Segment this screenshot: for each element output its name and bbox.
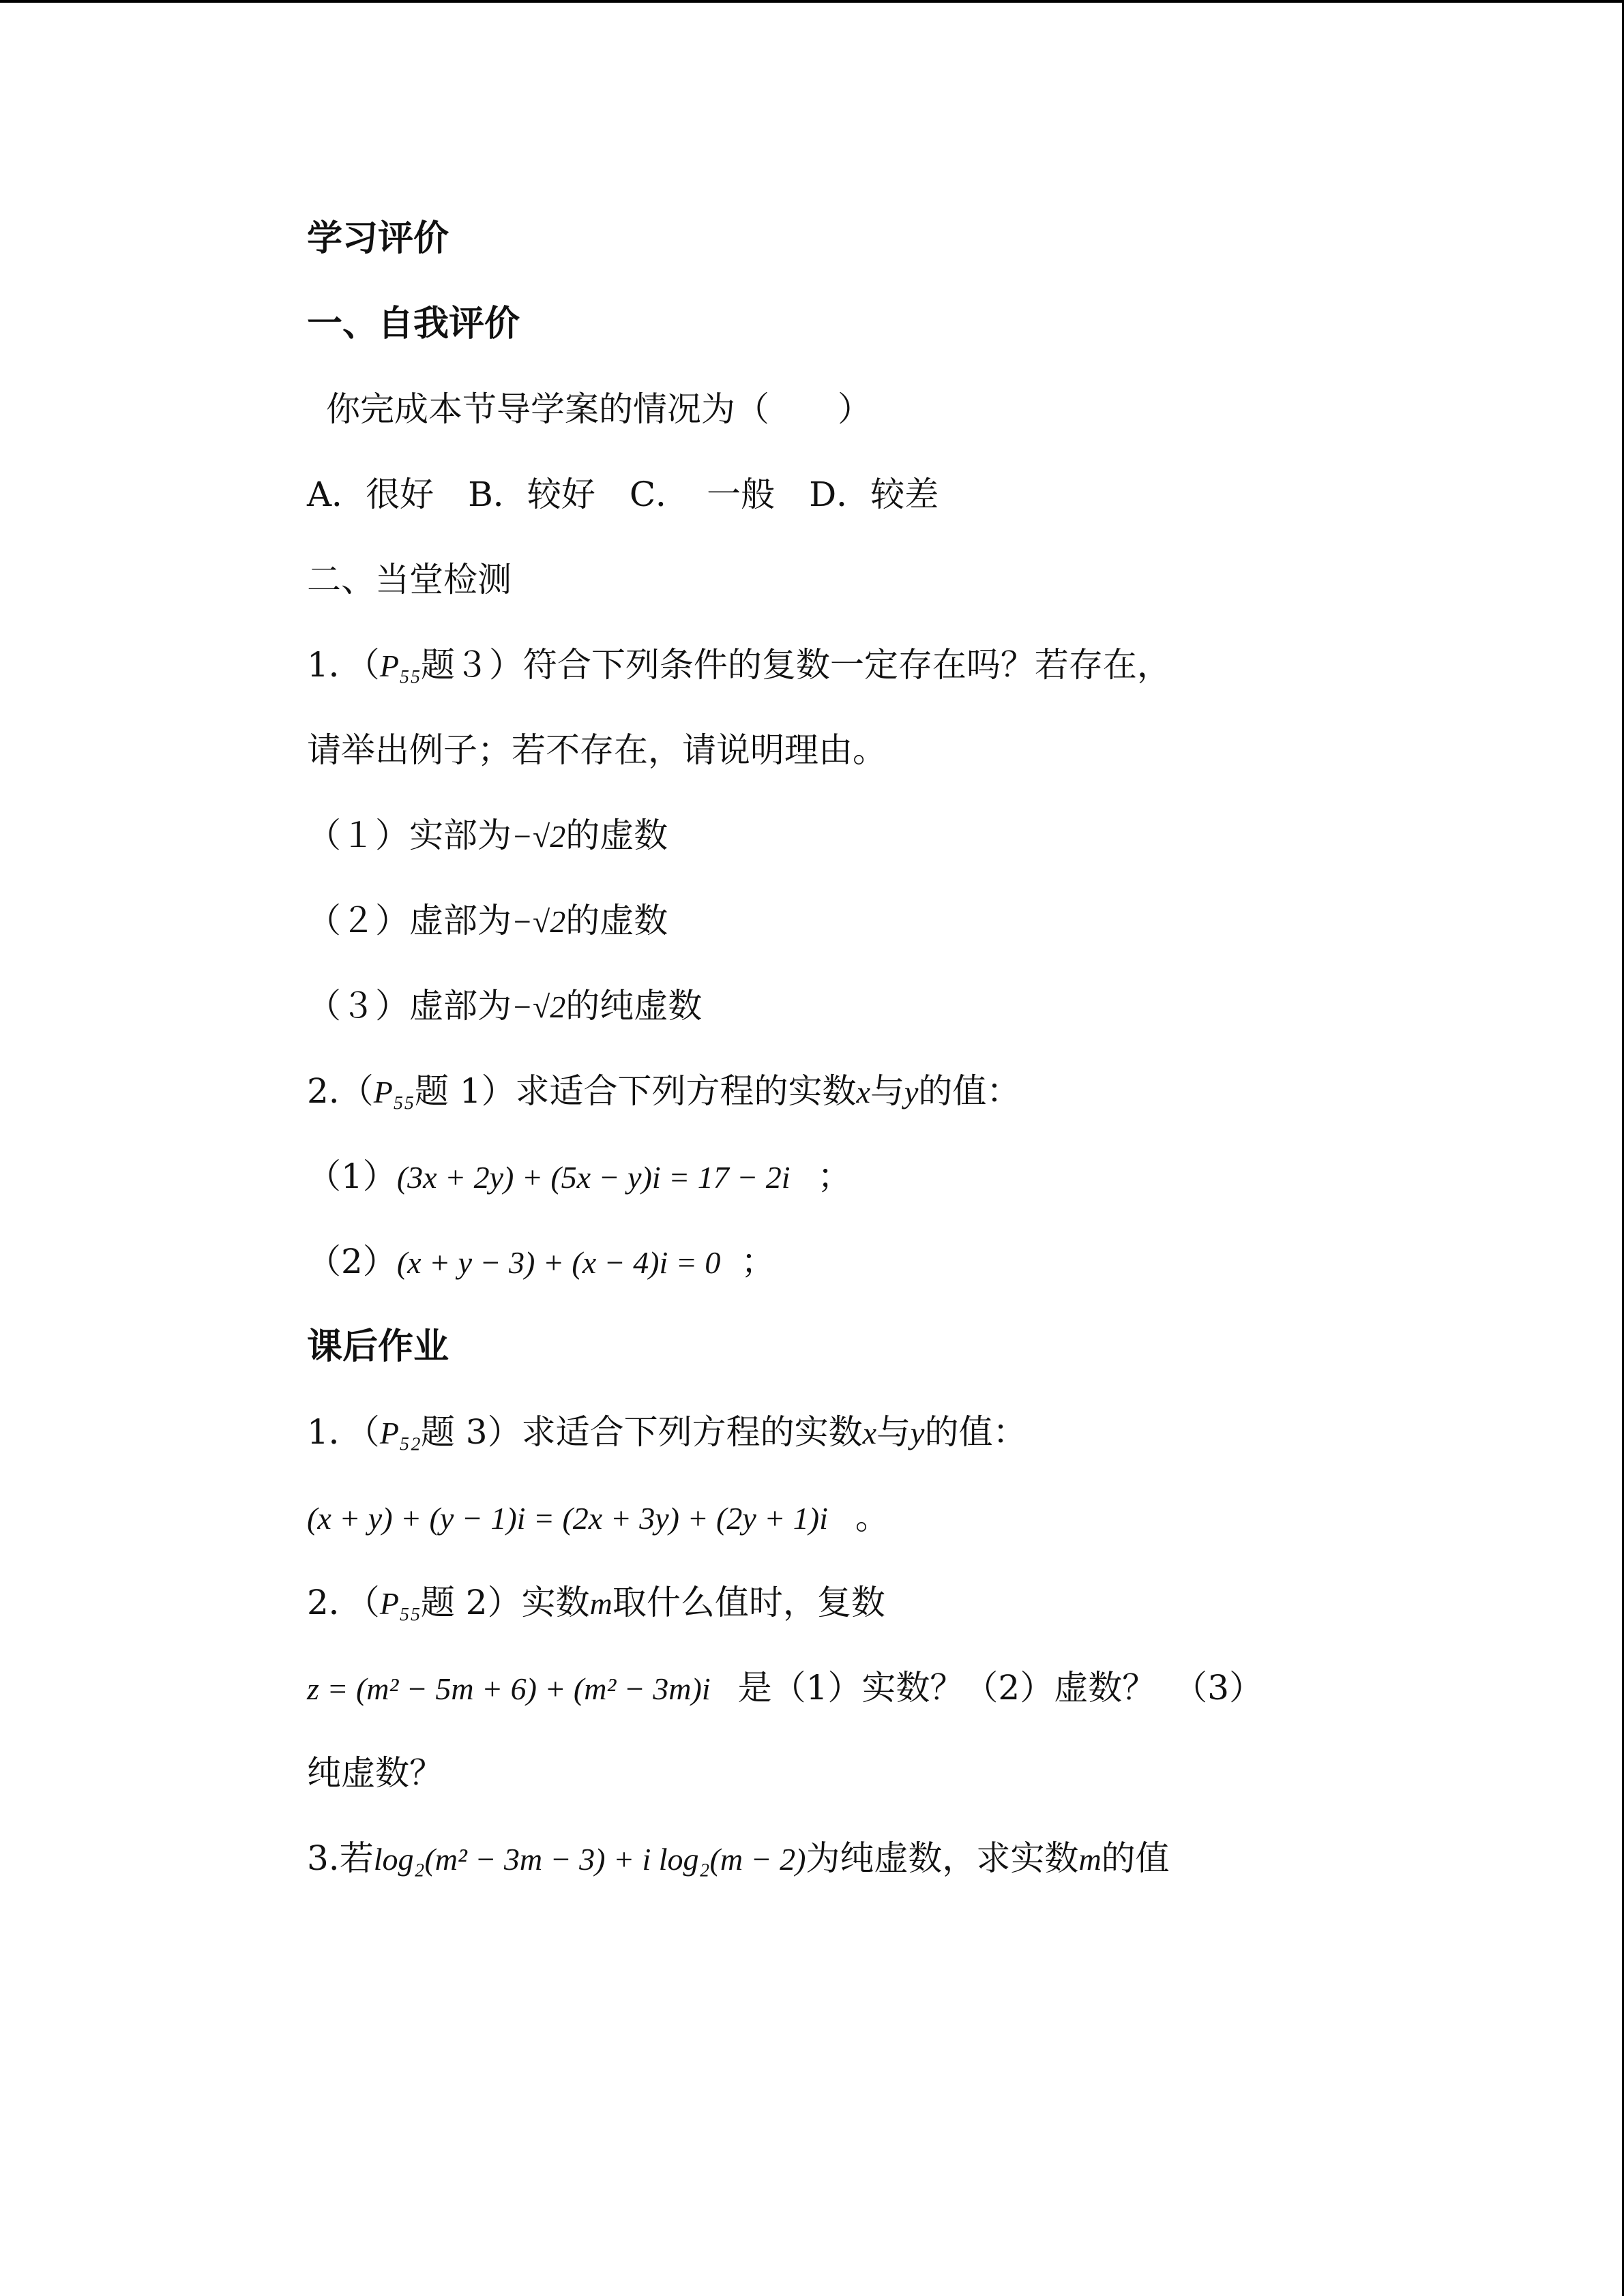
hw-q2-prefix: 2．（ xyxy=(307,1583,380,1622)
hw-q1-text: 题 3）求适合下列方程的实数 xyxy=(420,1412,863,1452)
q2-var-y: y xyxy=(904,1075,919,1109)
in-class-q1-sub1 xyxy=(307,811,668,859)
q2-sub1-equation: (3x + 2y) + (5x − y)i = 17 − 2i xyxy=(396,1160,791,1195)
q2-sub1-label: （1） xyxy=(307,1157,397,1196)
homework-heading: 课后作业 xyxy=(307,1326,449,1367)
self-eval-heading: 一、自我评价 xyxy=(307,303,520,344)
in-class-q1-sub2 xyxy=(307,897,668,944)
hw-q2-options: 是（1）实数？（2）虚数？ （3） xyxy=(737,1668,1264,1708)
q2-page-ref: P₅₅ xyxy=(373,1075,415,1109)
q2-var-x: x xyxy=(856,1075,870,1109)
sub1-label: （１）实部为 xyxy=(307,816,512,855)
sub3-label: （３）虚部为 xyxy=(307,986,512,1026)
in-class-q2-sub2 xyxy=(307,1238,775,1285)
hw-q2-equation: z = (m² − 5m + 6) + (m² − 3m)i xyxy=(307,1671,711,1706)
hw-q1-eq-tail: 。 xyxy=(855,1497,889,1537)
sub1-math: −√2 xyxy=(512,819,566,854)
hw-q3-text: 为纯虚数，求实数 xyxy=(806,1838,1079,1878)
hw-q2 xyxy=(307,1579,885,1626)
hw-q2-var-m: m xyxy=(589,1586,612,1621)
hw-q3-prefix: 3.若 xyxy=(307,1838,374,1878)
q2-prefix: 2.（ xyxy=(307,1071,374,1111)
in-class-q2-sub1 xyxy=(307,1152,852,1200)
sub2-label: （２）虚部为 xyxy=(307,901,512,940)
hw-q1-equation-line xyxy=(307,1493,889,1541)
in-class-q2 xyxy=(307,1067,1020,1115)
q2-tail: 的值： xyxy=(918,1071,1021,1111)
q2-sub2-equation: (x + y − 3) + (x − 4)i = 0 xyxy=(396,1245,721,1280)
hw-q3-expression: log₂(m² − 3m − 3) + i log₂(m − 2) xyxy=(373,1842,806,1877)
sub2-math: −√2 xyxy=(512,904,566,939)
q2-text: 题 1）求适合下列方程的实数 xyxy=(414,1071,857,1111)
hw-q1-page-ref: P₅₂ xyxy=(379,1416,421,1450)
sub3-tail: 的纯虚数 xyxy=(565,986,703,1026)
hw-q2-page-ref: P₅₅ xyxy=(379,1586,421,1621)
learning-eval-heading: 学习评价 xyxy=(307,218,449,259)
hw-q3-tail: 的值 xyxy=(1101,1838,1170,1878)
hw-q2-text: 题 2）实数 xyxy=(420,1583,590,1622)
in-class-q1-sub3 xyxy=(307,982,702,1030)
hw-q3-var-m: m xyxy=(1078,1842,1102,1877)
hw-q1-prefix: 1．（ xyxy=(307,1412,380,1452)
in-class-q1-line2: 请举出例子；若不存在，请说明理由。 xyxy=(307,730,887,770)
q1-prefix: 1．（ xyxy=(307,645,380,685)
hw-q1-and: 与 xyxy=(876,1412,911,1452)
q1-page-ref: P₅₅ xyxy=(379,648,421,683)
sub1-tail: 的虚数 xyxy=(565,816,668,855)
hw-q3 xyxy=(307,1834,1170,1882)
hw-q1-tail: 的值： xyxy=(924,1412,1027,1452)
hw-q2-tail: 取什么值时，复数 xyxy=(612,1583,885,1622)
q2-and: 与 xyxy=(870,1071,904,1111)
self-eval-options: A．很好 B．较好 C． 一般 D．较差 xyxy=(307,475,939,514)
in-class-test-heading: 二、当堂检测 xyxy=(307,560,512,599)
self-eval-question: 你完成本节导学案的情况为（ ） xyxy=(326,389,872,429)
hw-q1-var-y: y xyxy=(911,1416,925,1450)
q2-sub1-tail: ； xyxy=(817,1157,852,1196)
hw-q1 xyxy=(307,1408,1027,1456)
top-border xyxy=(0,0,1624,3)
q2-sub2-tail: ； xyxy=(741,1242,776,1281)
q2-sub2-label: （2） xyxy=(307,1242,397,1281)
hw-q1-equation: (x + y) + (y − 1)i = (2x + 3y) + (2y + 1)i xyxy=(307,1501,828,1536)
sub2-tail: 的虚数 xyxy=(565,901,668,940)
sub3-math: −√2 xyxy=(512,989,566,1024)
hw-q2-line2 xyxy=(307,1664,1263,1712)
hw-q1-var-x: x xyxy=(862,1416,877,1450)
q1-text: 题３）符合下列条件的复数一定存在吗？若存在， xyxy=(420,645,1171,685)
in-class-q1-line1 xyxy=(307,641,1171,689)
hw-q2-line3: 纯虚数？ xyxy=(307,1753,443,1793)
